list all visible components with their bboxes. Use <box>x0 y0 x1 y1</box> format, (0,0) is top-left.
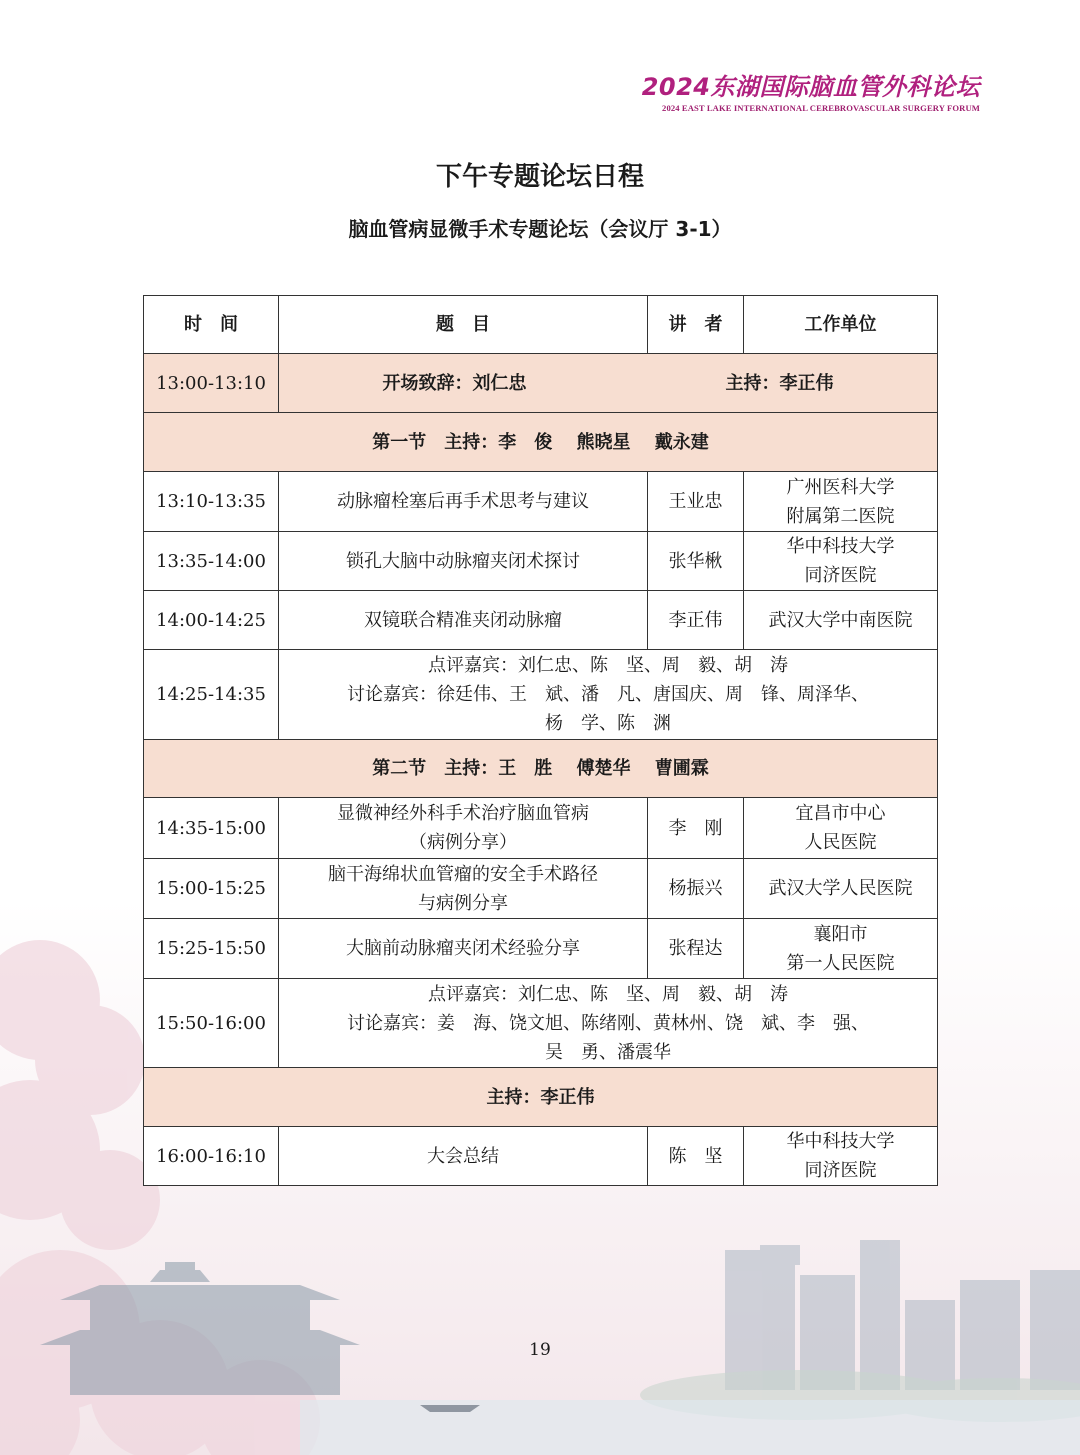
unit-line: 宜昌市中心 <box>795 803 886 824</box>
time-cell: 13:00-13:10 <box>144 354 279 413</box>
table-row <box>144 919 938 979</box>
page-subtitle: 脑血管病显微手术专题论坛（会议厅 3-1） <box>348 217 732 241</box>
topic-cell: 双镜联合精准夹闭动脉瘤 <box>279 591 648 650</box>
section-2-heading: 第二节 主持：王 胜 傅楚华 曹圃霖 <box>144 740 938 798</box>
time-cell: 14:35-15:00 <box>144 798 279 859</box>
topic-cell <box>279 798 648 859</box>
time-cell: 15:25-15:50 <box>144 919 279 979</box>
topic-line: 显微神经外科手术治疗脑血管病 <box>337 803 589 824</box>
forum-logo-subtitle: 2024 EAST LAKE INTERNATIONAL CEREBROVASCULAR SURGERY FORUM <box>662 103 980 113</box>
discussants-line: 讨论嘉宾：姜 海、饶文旭、陈绪刚、黄林州、饶 斌、李 强、 <box>347 1012 869 1034</box>
unit-cell <box>744 919 938 979</box>
unit-cell <box>744 472 938 532</box>
unit-line: 华中科技大学 <box>786 1131 895 1152</box>
forum-header <box>642 72 980 114</box>
speaker-cell: 张程达 <box>648 919 744 979</box>
speaker-cell: 杨振兴 <box>648 859 744 919</box>
section-3-heading: 主持：李正伟 <box>144 1068 938 1127</box>
opening-row <box>144 354 938 413</box>
reviewers-line: 点评嘉宾：刘仁忠、陈 坚、周 毅、胡 涛 <box>428 983 788 1005</box>
unit-line: 同济医院 <box>804 1160 877 1181</box>
discussants-line-cont: 杨 学、陈 渊 <box>545 713 671 734</box>
table-row <box>144 472 938 532</box>
unit-cell: 武汉大学中南医院 <box>744 591 938 650</box>
discussion-cell <box>279 979 938 1068</box>
opening-speech: 开场致辞：刘仁忠 <box>382 372 527 394</box>
table-row <box>144 798 938 859</box>
speaker-cell: 李正伟 <box>648 591 744 650</box>
header-speaker: 讲 者 <box>648 296 744 354</box>
time-cell: 14:00-14:25 <box>144 591 279 650</box>
discussion-row <box>144 979 938 1068</box>
time-cell: 13:10-13:35 <box>144 472 279 532</box>
discussion-cell <box>279 650 938 740</box>
schedule-table <box>143 295 938 1186</box>
table-row <box>144 532 938 591</box>
opening-host: 主持：李正伟 <box>725 372 834 394</box>
table-header-row <box>144 296 938 354</box>
discussants-line: 讨论嘉宾：徐廷伟、王 斌、潘 凡、唐国庆、周 锋、周泽华、 <box>347 684 869 705</box>
topic-cell: 大脑前动脉瘤夹闭术经验分享 <box>279 919 648 979</box>
unit-line: 附属第二医院 <box>786 505 895 527</box>
page-number: 19 <box>529 1340 551 1360</box>
page-title: 下午专题论坛日程 <box>435 162 644 192</box>
topic-cell: 动脉瘤栓塞后再手术思考与建议 <box>279 472 648 532</box>
topic-line: 与病例分享 <box>418 892 508 914</box>
time-cell: 15:50-16:00 <box>144 979 279 1068</box>
unit-line: 同济医院 <box>804 565 877 586</box>
reviewers-line: 点评嘉宾：刘仁忠、陈 坚、周 毅、胡 涛 <box>428 655 788 676</box>
discussants-line-cont: 吴 勇、潘震华 <box>545 1041 671 1063</box>
section-row <box>144 413 938 472</box>
opening-cell <box>279 354 938 413</box>
header-topic: 题 目 <box>279 296 648 354</box>
topic-cell: 大会总结 <box>279 1127 648 1186</box>
unit-line: 人民医院 <box>804 832 877 853</box>
table-row <box>144 859 938 919</box>
unit-cell <box>744 1127 938 1186</box>
topic-cell: 锁孔大脑中动脉瘤夹闭术探讨 <box>279 532 648 591</box>
unit-cell <box>744 532 938 591</box>
unit-line: 第一人民医院 <box>786 952 895 974</box>
unit-line: 华中科技大学 <box>786 536 895 557</box>
unit-line: 广州医科大学 <box>786 476 895 498</box>
time-cell: 16:00-16:10 <box>144 1127 279 1186</box>
discussion-row <box>144 650 938 740</box>
time-cell: 13:35-14:00 <box>144 532 279 591</box>
header-unit: 工作单位 <box>744 296 938 354</box>
topic-line: （病例分享） <box>409 832 517 853</box>
speaker-cell: 陈 坚 <box>648 1127 744 1186</box>
unit-cell: 武汉大学人民医院 <box>744 859 938 919</box>
section-row <box>144 1068 938 1127</box>
speaker-cell: 王业忠 <box>648 472 744 532</box>
speaker-cell: 李 刚 <box>648 798 744 859</box>
unit-line: 襄阳市 <box>813 923 868 945</box>
time-cell: 15:00-15:25 <box>144 859 279 919</box>
table-row <box>144 591 938 650</box>
topic-line: 脑干海绵状血管瘤的安全手术路径 <box>328 863 598 885</box>
time-cell: 14:25-14:35 <box>144 650 279 740</box>
table-row <box>144 1127 938 1186</box>
header-time: 时 间 <box>144 296 279 354</box>
section-1-heading: 第一节 主持：李 俊 熊晓星 戴永建 <box>144 413 938 472</box>
speaker-cell: 张华楸 <box>648 532 744 591</box>
forum-logo-title: 2024东湖国际脑血管外科论坛 <box>641 73 980 101</box>
topic-cell <box>279 859 648 919</box>
unit-cell <box>744 798 938 859</box>
section-row <box>144 740 938 798</box>
